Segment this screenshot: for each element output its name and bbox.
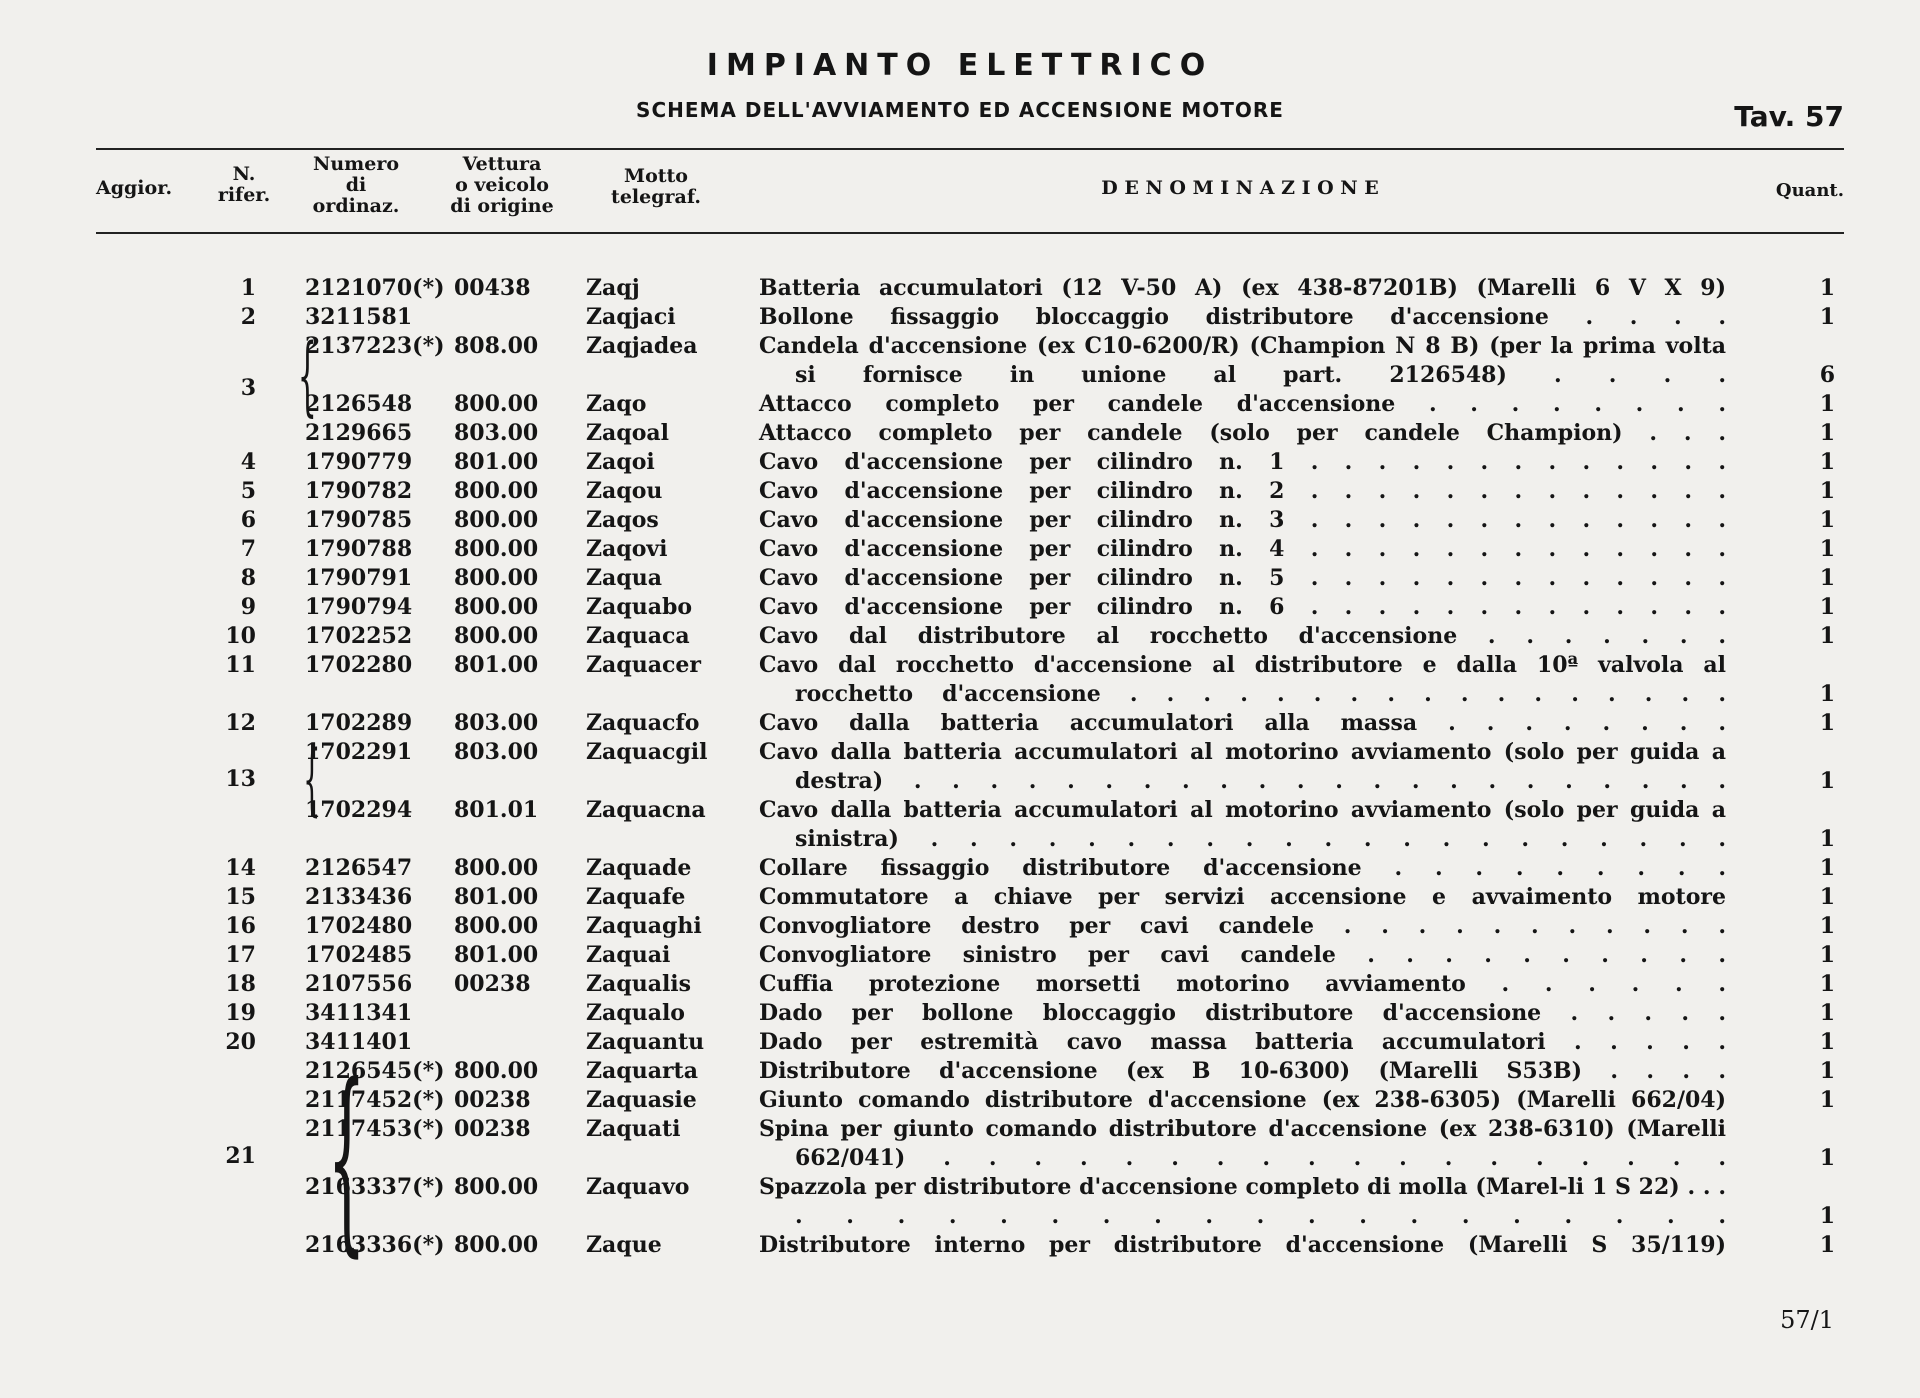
cell-ref-number: 17 [225, 942, 256, 968]
table-row [0, 796, 1920, 854]
cell-quantity: 1 [1819, 884, 1835, 910]
cell-description: Bollone fissaggio bloccaggio distributore d'accensione . . . . [759, 304, 1726, 330]
col-motto [598, 166, 714, 208]
cell-quantity: 1 [1819, 1232, 1835, 1258]
cell-quantity: 1 [1819, 623, 1835, 649]
cell-vehicle-origin: 800.00 [454, 536, 539, 562]
cell-quantity: 1 [1819, 913, 1835, 939]
cell-description: Distributore interno per distributore d'accensione (Marelli S 35/119) [759, 1232, 1726, 1258]
cell-order-number: 1790794 [305, 594, 413, 620]
cell-order-number: 2117453(*) [305, 1116, 445, 1142]
cell-description: Cavo d'accensione per cilindro n. 5 . . . . . . . . . . . . . [759, 565, 1726, 591]
cell-order-number: 1790782 [305, 478, 413, 504]
cell-vehicle-origin: 800.00 [454, 594, 539, 620]
cell-description: Convogliatore destro per cavi candele . . . . . . . . . . . [759, 913, 1726, 939]
cell-telegraph-code: Zaquabo [586, 594, 693, 620]
cell-quantity: 1 [1819, 855, 1835, 881]
cell-order-number: 1790791 [305, 565, 413, 591]
cell-quantity: 1 [1819, 826, 1835, 852]
col-vettura-line3: di origine [450, 195, 554, 217]
table-row [0, 970, 1920, 999]
cell-vehicle-origin: 800.00 [454, 565, 539, 591]
cell-ref-number: 2 [240, 304, 256, 330]
cell-description: Cavo d'accensione per cilindro n. 2 . . . . . . . . . . . . . [759, 478, 1726, 504]
table-row [0, 332, 1920, 390]
cell-telegraph-code: Zaqualis [586, 971, 692, 997]
cell-ref-number: 12 [225, 710, 256, 736]
col-vettura [432, 154, 572, 217]
cell-description: Candela d'accensione (ex C10-6200/R) (Champion N 8 B) (per la prima volta si fornisce in unione al part. 2126548) . . . . [759, 333, 1726, 388]
col-motto-line1: Motto [624, 165, 688, 187]
table-row [0, 390, 1920, 419]
table-row [0, 709, 1920, 738]
cell-ref-number: 19 [225, 1000, 256, 1026]
cell-order-number: 1702252 [305, 623, 413, 649]
cell-vehicle-origin: 800.00 [454, 1058, 539, 1084]
cell-telegraph-code: Zaqovi [586, 536, 668, 562]
table-row [0, 1173, 1920, 1231]
col-aggior: Aggior. [96, 177, 173, 199]
cell-order-number: 2126545(*) [305, 1058, 445, 1084]
cell-telegraph-code: Zaqj [586, 275, 640, 301]
cell-order-number: 1702289 [305, 710, 413, 736]
table-row [0, 941, 1920, 970]
cell-telegraph-code: Zaqjadea [586, 333, 698, 359]
cell-telegraph-code: Zaquavo [586, 1174, 690, 1200]
cell-quantity: 1 [1819, 1058, 1835, 1084]
col-numero [296, 154, 416, 217]
cell-description: Cuffia protezione morsetti motorino avviamento . . . . . . [759, 971, 1726, 997]
cell-vehicle-origin: 00238 [454, 1116, 531, 1142]
col-vettura-line2: o veicolo [455, 174, 549, 196]
cell-telegraph-code: Zaqo [586, 391, 647, 417]
cell-telegraph-code: Zaquantu [586, 1029, 705, 1055]
table-row [0, 274, 1920, 303]
table-row [0, 622, 1920, 651]
cell-vehicle-origin: 800.00 [454, 913, 539, 939]
cell-order-number: 1702291 [305, 739, 413, 765]
cell-order-number: 2137223(*) [305, 333, 445, 359]
col-quant: Quant. [1775, 180, 1844, 201]
cell-order-number: 3211581 [305, 304, 413, 330]
cell-telegraph-code: Zaquati [586, 1116, 681, 1142]
cell-quantity: 1 [1819, 710, 1835, 736]
group-ref-3: 3 [240, 375, 256, 401]
cell-description: Convogliatore sinistro per cavi candele . . . . . . . . . . [759, 942, 1726, 968]
cell-ref-number: 20 [225, 1029, 256, 1055]
cell-description: Cavo dalla batteria accumulatori al motorino avviamento (solo per guida a sinistra) . . . . . . . . . . . . . . . . . . . . . [759, 797, 1726, 852]
cell-vehicle-origin: 800.00 [454, 623, 539, 649]
cell-quantity: 1 [1819, 420, 1835, 446]
cell-quantity: 1 [1819, 507, 1835, 533]
cell-order-number: 2129665 [305, 420, 413, 446]
group-ref-21: 21 [225, 1143, 256, 1169]
cell-order-number: 1790779 [305, 449, 413, 475]
cell-ref-number: 6 [240, 507, 256, 533]
cell-quantity: 1 [1819, 536, 1835, 562]
cell-quantity: 1 [1819, 449, 1835, 475]
table-row [0, 477, 1920, 506]
cell-vehicle-origin: 801.00 [454, 652, 539, 678]
table-row [0, 419, 1920, 448]
cell-vehicle-origin: 801.00 [454, 942, 539, 968]
table-row [0, 506, 1920, 535]
cell-description: Cavo d'accensione per cilindro n. 3 . . . . . . . . . . . . . [759, 507, 1726, 533]
col-numero-line3: ordinaz. [312, 195, 400, 217]
cell-quantity: 1 [1819, 1203, 1835, 1229]
table-number: Tav. 57 [1734, 100, 1844, 133]
cell-ref-number: 8 [240, 565, 256, 591]
parts-table [0, 274, 1920, 1275]
cell-quantity: 1 [1819, 304, 1835, 330]
cell-vehicle-origin: 800.00 [454, 507, 539, 533]
cell-quantity: 1 [1819, 391, 1835, 417]
table-row [0, 912, 1920, 941]
brace-icon: { [297, 326, 317, 426]
cell-order-number: 1702480 [305, 913, 413, 939]
cell-description: Dado per bollone bloccaggio distributore d'accensione . . . . . [759, 1000, 1726, 1026]
cell-vehicle-origin: 800.00 [454, 855, 539, 881]
cell-order-number: 2126547 [305, 855, 413, 881]
cell-ref-number: 5 [240, 478, 256, 504]
cell-vehicle-origin: 00238 [454, 971, 531, 997]
brace-icon: { [303, 735, 321, 825]
table-row [0, 738, 1920, 796]
cell-vehicle-origin: 00238 [454, 1087, 531, 1113]
cell-ref-number: 10 [225, 623, 256, 649]
cell-order-number: 2163336(*) [305, 1232, 445, 1258]
table-row [0, 1028, 1920, 1057]
cell-quantity: 1 [1819, 1145, 1835, 1171]
table-row [0, 593, 1920, 622]
cell-telegraph-code: Zaqoal [586, 420, 669, 446]
table-row [0, 1231, 1920, 1260]
cell-quantity: 1 [1819, 1087, 1835, 1113]
cell-order-number: 1790785 [305, 507, 413, 533]
cell-telegraph-code: Zaquacgil [586, 739, 708, 765]
cell-quantity: 1 [1819, 768, 1835, 794]
cell-ref-number: 11 [225, 652, 256, 678]
cell-vehicle-origin: 808.00 [454, 333, 539, 359]
cell-ref-number: 1 [240, 275, 256, 301]
header-bottom-rule [96, 232, 1844, 234]
cell-telegraph-code: Zaquacfo [586, 710, 700, 736]
cell-quantity: 1 [1819, 594, 1835, 620]
cell-order-number: 1702485 [305, 942, 413, 968]
col-denominazione: D E N O M I N A Z I O N E [1101, 177, 1379, 199]
cell-ref-number: 15 [225, 884, 256, 910]
cell-quantity: 1 [1819, 275, 1835, 301]
cell-telegraph-code: Zaqos [586, 507, 659, 533]
cell-telegraph-code: Zaquacna [586, 797, 706, 823]
cell-vehicle-origin: 800.00 [454, 478, 539, 504]
cell-vehicle-origin: 800.00 [454, 1174, 539, 1200]
col-motto-line2: telegraf. [611, 186, 701, 208]
table-row [0, 883, 1920, 912]
cell-description: Commutatore a chiave per servizi accensione e avvaimento motore [759, 884, 1726, 910]
cell-order-number: 3411341 [305, 1000, 413, 1026]
cell-vehicle-origin: 801.00 [454, 884, 539, 910]
cell-description: Cavo d'accensione per cilindro n. 1 . . . . . . . . . . . . . [759, 449, 1726, 475]
cell-description: Spazzola per distributore d'accensione completo di molla (Marel-li 1 S 22) . . . . . . . . . . . . . . . . . . . . . . [759, 1174, 1726, 1229]
cell-telegraph-code: Zaqjaci [586, 304, 676, 330]
cell-order-number: 1702294 [305, 797, 413, 823]
table-row [0, 535, 1920, 564]
cell-description: Batteria accumulatori (12 V-50 A) (ex 438-87201B) (Marelli 6 V X 9) [759, 275, 1726, 301]
table-row [0, 1115, 1920, 1173]
cell-description: Cavo dal rocchetto d'accensione al distributore e dalla 10ª valvola al rocchetto d'accensione . . . . . . . . . . . . . . . . . [759, 652, 1726, 707]
cell-vehicle-origin: 803.00 [454, 710, 539, 736]
table-row [0, 999, 1920, 1028]
table-row [0, 303, 1920, 332]
table-row [0, 854, 1920, 883]
cell-order-number: 3411401 [305, 1029, 413, 1055]
cell-order-number: 1702280 [305, 652, 413, 678]
col-vettura-line1: Vettura [462, 153, 542, 175]
cell-vehicle-origin: 801.01 [454, 797, 539, 823]
col-numero-line1: Numero [312, 153, 400, 175]
cell-vehicle-origin: 801.00 [454, 449, 539, 475]
cell-telegraph-code: Zaqua [586, 565, 662, 591]
table-row [0, 564, 1920, 593]
brace-icon: { [327, 1042, 366, 1275]
cell-order-number: 2107556 [305, 971, 413, 997]
col-rifer-line1: N. [232, 163, 256, 185]
table-row [0, 1057, 1920, 1086]
cell-telegraph-code: Zaqualo [586, 1000, 685, 1026]
cell-quantity: 1 [1819, 478, 1835, 504]
cell-ref-number: 14 [225, 855, 256, 881]
cell-quantity: 1 [1819, 681, 1835, 707]
table-row [0, 1086, 1920, 1115]
cell-description: Dado per estremità cavo massa batteria accumulatori . . . . . [759, 1029, 1726, 1055]
cell-telegraph-code: Zaque [586, 1232, 662, 1258]
cell-telegraph-code: Zaqoi [586, 449, 655, 475]
cell-ref-number: 4 [240, 449, 256, 475]
cell-quantity: 1 [1819, 1000, 1835, 1026]
cell-description: Cavo dal distributore al rocchetto d'accensione . . . . . . . [759, 623, 1726, 649]
cell-description: Spina per giunto comando distributore d'accensione (ex 238-6310) (Marelli 662/041) . . . . . . . . . . . . . . . . . . [759, 1116, 1726, 1171]
cell-description: Collare fissaggio distributore d'accensione . . . . . . . . . [759, 855, 1726, 881]
cell-order-number: 2126548 [305, 391, 413, 417]
cell-description: Distributore d'accensione (ex B 10-6300) (Marelli S53B) . . . . [759, 1058, 1726, 1084]
cell-telegraph-code: Zaquarta [586, 1058, 698, 1084]
col-rifer-line2: rifer. [217, 184, 271, 206]
cell-telegraph-code: Zaquade [586, 855, 692, 881]
cell-vehicle-origin: 803.00 [454, 739, 539, 765]
col-rifer [206, 164, 282, 206]
cell-description: Giunto comando distributore d'accensione (ex 238-6305) (Marelli 662/04) [759, 1087, 1726, 1113]
cell-quantity: 1 [1819, 1029, 1835, 1055]
cell-vehicle-origin: 00438 [454, 275, 531, 301]
cell-ref-number: 16 [225, 913, 256, 939]
cell-ref-number: 9 [240, 594, 256, 620]
cell-order-number: 2163337(*) [305, 1174, 445, 1200]
cell-telegraph-code: Zaqou [586, 478, 663, 504]
cell-order-number: 2121070(*) [305, 275, 445, 301]
cell-vehicle-origin: 800.00 [454, 391, 539, 417]
cell-description: Cavo d'accensione per cilindro n. 4 . . . . . . . . . . . . . [759, 536, 1726, 562]
group-ref-13: 13 [225, 766, 256, 792]
cell-ref-number: 7 [240, 536, 256, 562]
col-numero-line2: di [345, 174, 367, 196]
cell-ref-number: 18 [225, 971, 256, 997]
cell-quantity: 6 [1819, 362, 1835, 388]
cell-telegraph-code: Zaquaghi [586, 913, 702, 939]
cell-vehicle-origin: 800.00 [454, 1232, 539, 1258]
header-top-rule [96, 148, 1844, 150]
cell-description: Attacco completo per candele (solo per candele Champion) . . . [759, 420, 1726, 446]
cell-quantity: 1 [1819, 565, 1835, 591]
cell-description: Cavo d'accensione per cilindro n. 6 . . . . . . . . . . . . . [759, 594, 1726, 620]
table-row [0, 448, 1920, 477]
cell-vehicle-origin: 803.00 [454, 420, 539, 446]
page-number: 57/1 [1780, 1306, 1834, 1334]
cell-order-number: 2117452(*) [305, 1087, 445, 1113]
table-row [0, 651, 1920, 709]
page-subtitle: SCHEMA DELL'AVVIAMENTO ED ACCENSIONE MOTORE [636, 98, 1284, 122]
cell-quantity: 1 [1819, 971, 1835, 997]
cell-telegraph-code: Zaquafe [586, 884, 686, 910]
cell-telegraph-code: Zaquasie [586, 1087, 697, 1113]
cell-description: Cavo dalla batteria accumulatori alla massa . . . . . . . . [759, 710, 1726, 736]
cell-order-number: 1790788 [305, 536, 413, 562]
cell-telegraph-code: Zaquaca [586, 623, 690, 649]
cell-telegraph-code: Zaquai [586, 942, 671, 968]
cell-description: Attacco completo per candele d'accensione . . . . . . . . [759, 391, 1726, 417]
cell-quantity: 1 [1819, 942, 1835, 968]
cell-telegraph-code: Zaquacer [586, 652, 701, 678]
cell-description: Cavo dalla batteria accumulatori al motorino avviamento (solo per guida a destra) . . . . . . . . . . . . . . . . . . . . . . [759, 739, 1726, 794]
page-title: IMPIANTO ELETTRICO [706, 48, 1214, 83]
cell-order-number: 2133436 [305, 884, 413, 910]
